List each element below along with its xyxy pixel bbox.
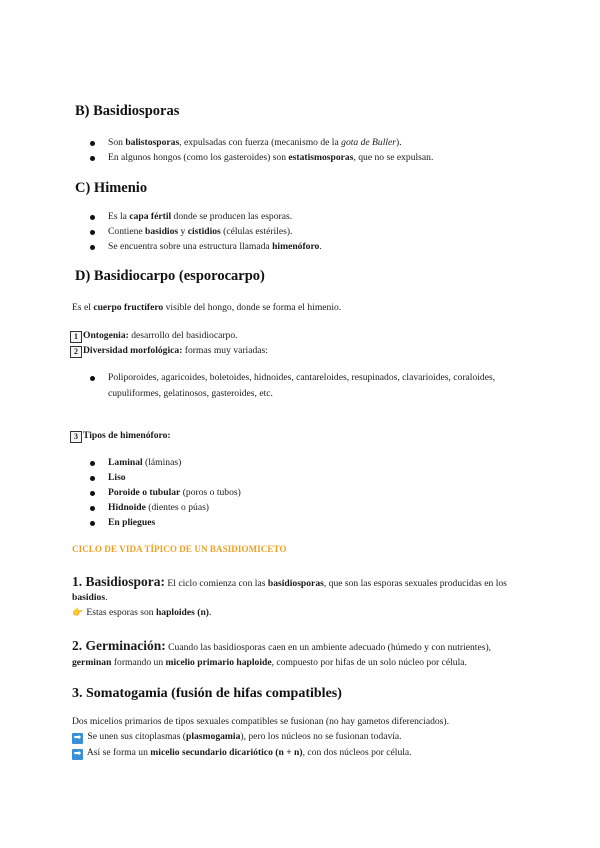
bullet-dot [90, 245, 95, 250]
bullet-dot [90, 491, 95, 496]
bullet-dot [90, 461, 95, 466]
cycle-step-3-line2: ➡ Se unen sus citoplasmas (plasmogamia), pero los núcleos no se fusionan todavía. [73, 731, 402, 743]
bullet-dot [90, 521, 95, 526]
list-item: Laminal (láminas) [108, 457, 182, 468]
numbered-item: 3 Tipos de himenóforo: [70, 430, 171, 443]
keycap-one-icon: 1 [70, 331, 82, 343]
numbered-item: 2 Diversidad morfológica: formas muy variadas: [70, 345, 268, 358]
list-item: Son balistosporas, expulsadas con fuerza (mecanismo de la gota de Buller). [108, 137, 402, 148]
list-item: En algunos hongos (como los gasteroides) son estatismosporas, que no se expulsan. [108, 152, 434, 163]
bullet-dot [90, 476, 95, 481]
list-item-continuation: cupuliformes, gelatinosos, gasteroides, etc. [108, 388, 273, 399]
bullet-dot [90, 506, 95, 511]
list-item: Poliporoides, agaricoides, boletoides, hidnoides, cantareloides, resupinados, clavarioides, coraloides, [108, 372, 496, 383]
bullet-dot [90, 230, 95, 235]
list-item: Contiene basidios y cistidios (células estériles). [108, 226, 293, 237]
list-item: Es la capa fértil donde se producen las esporas. [108, 211, 293, 222]
cycle-step-2-line2: germinan formando un micelio primario haploide, compuesto por hifas de un solo núcleo por célula. [72, 657, 467, 668]
list-item: Se encuentra sobre una estructura llamada himenóforo. [108, 241, 322, 252]
right-arrow-icon: ➡ [73, 733, 82, 743]
cycle-step-1-note: 👉 Estas esporas son haploides (n). [72, 607, 212, 618]
keycap-three-icon: 3 [70, 431, 82, 443]
list-item: Hidnoide (dientes o púas) [108, 502, 210, 513]
pointing-hand-icon: 👉 [72, 608, 84, 618]
list-item: Liso [108, 472, 126, 483]
bullet-dot [90, 376, 95, 381]
cycle-step-3-heading: 3. Somatogamia (fusión de hifas compatibles) [72, 686, 342, 701]
cycle-step-2: 2. Germinación: Cuando las basidiosporas caen en un ambiente adecuado (húmedo y con nutrientes), [72, 638, 492, 653]
cycle-step-3-line3: ➡ Así se forma un micelio secundario dicariótico (n + n), con dos núcleos por célula. [73, 747, 412, 759]
cycle-step-1: 1. Basidiospora: El ciclo comienza con las basidiosporas, que son las esporas sexuales producidas en los [72, 574, 507, 589]
heading-basidiosporas: B) Basidiosporas [75, 103, 180, 119]
cycle-step-3-line1: Dos micelios primarios de tipos sexuales compatibles se fusionan (no hay gametos diferenciados). [72, 716, 449, 727]
list-item: En pliegues [108, 517, 156, 528]
bullet-dot [90, 215, 95, 220]
keycap-two-icon: 2 [70, 346, 82, 358]
bullet-dot [90, 141, 95, 146]
cycle-step-1-line2: basidios. [72, 592, 108, 603]
bullet-dot [90, 156, 95, 161]
numbered-item: 1 Ontogenia: desarrollo del basidiocarpo. [70, 330, 238, 343]
heading-basidiocarpo: D) Basidiocarpo (esporocarpo) [75, 268, 265, 284]
paragraph: Es el cuerpo fructífero visible del hongo, donde se forma el himenio. [72, 302, 342, 313]
right-arrow-icon: ➡ [73, 749, 82, 759]
heading-himenio: C) Himenio [75, 180, 148, 196]
cycle-title: CICLO DE VIDA TÍPICO DE UN BASIDIOMICETO [72, 544, 287, 554]
list-item: Poroide o tubular (poros o tubos) [108, 487, 241, 498]
